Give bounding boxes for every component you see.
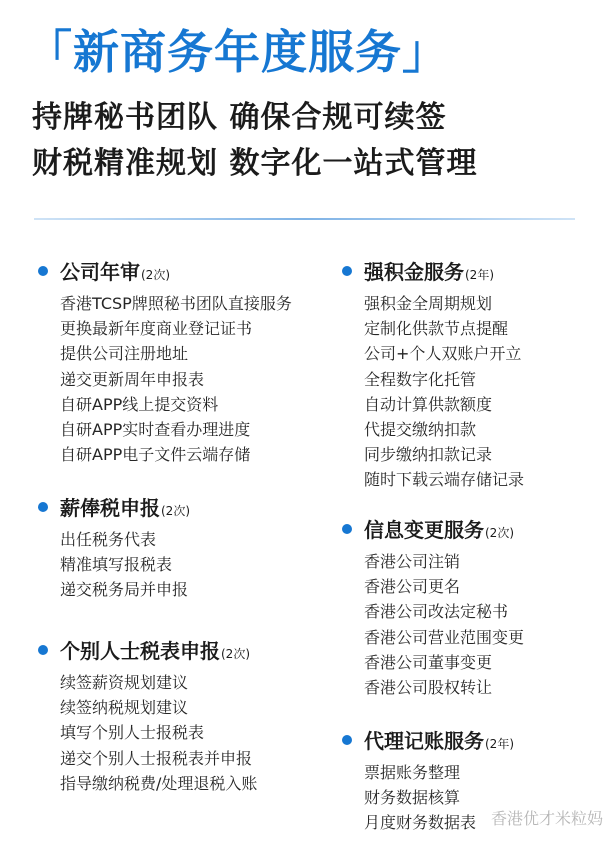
section-header (342, 514, 524, 543)
section-title: 强积金服务 (364, 260, 464, 284)
list-item: 更换最新年度商业登记证书 (60, 319, 253, 339)
section-bookkeeping (342, 725, 514, 836)
tagline-line-2: 财税精准规划 数字化一站式管理 (32, 146, 478, 181)
section-annual-review (38, 256, 292, 467)
list-item: 自研APP电子文件云端存储 (60, 445, 251, 465)
section-header (38, 635, 257, 664)
section-info-change (342, 514, 524, 700)
section-salary-tax (38, 492, 190, 603)
bullet-dot-icon (342, 735, 352, 745)
list-item: 提供公司注册地址 (60, 344, 189, 364)
list-item: 指导缴纳税费/处理退税入账 (60, 773, 258, 793)
bullet-dot-icon (38, 502, 48, 512)
section-note: (2次) (161, 504, 190, 518)
service-list (38, 291, 292, 467)
list-item: 递交个别人士报税表并申报 (60, 748, 253, 768)
section-note: (2次) (485, 526, 514, 540)
bullet-dot-icon (38, 645, 48, 655)
list-item: 精准填写报税表 (60, 555, 173, 575)
section-header (342, 256, 524, 285)
bullet-dot-icon (38, 266, 48, 276)
service-list (342, 291, 524, 493)
section-title: 个别人士税表申报 (60, 639, 220, 663)
bullet-dot-icon (342, 266, 352, 276)
list-item: 香港公司改法定秘书 (364, 602, 509, 622)
list-item: 填写个别人士报税表 (60, 723, 205, 743)
list-item: 代提交缴纳扣款 (364, 420, 477, 440)
list-item: 公司+个人双账户开立 (364, 344, 522, 364)
list-item: 随时下载云端存储记录 (364, 470, 525, 490)
list-item: 自动计算供款额度 (364, 394, 493, 414)
section-title: 薪俸税申报 (60, 496, 160, 520)
list-item: 定制化供款节点提醒 (364, 319, 509, 339)
section-note: (2年) (465, 268, 494, 282)
service-list (38, 670, 257, 796)
section-title: 代理记账服务 (364, 729, 484, 753)
tagline-line-1: 持牌秘书团队 确保合规可续签 (32, 100, 447, 135)
section-note: (2次) (141, 268, 170, 282)
section-note: (2年) (485, 737, 514, 751)
bullet-dot-icon (342, 524, 352, 534)
section-mpf (342, 256, 524, 493)
list-item: 自研APP线上提交资料 (60, 394, 219, 414)
list-item: 递交更新周年申报表 (60, 369, 205, 389)
list-item: 香港公司更名 (364, 577, 461, 597)
section-header (38, 492, 190, 521)
watermark-text: 香港优才米粒妈 (490, 809, 603, 828)
list-item: 票据账务整理 (364, 763, 461, 782)
service-list (342, 760, 514, 836)
list-item: 续签纳税规划建议 (60, 698, 189, 718)
list-item: 全程数字化托管 (364, 369, 477, 389)
list-item: 月度财务数据表 (364, 813, 477, 833)
section-title: 信息变更服务 (364, 518, 484, 542)
list-item: 香港公司营业范围变更 (364, 627, 525, 647)
list-item: 香港公司董事变更 (364, 652, 493, 672)
page-headline: 「新商务年度服务」 (26, 25, 449, 79)
list-item: 香港公司注销 (364, 552, 461, 571)
section-note: (2次) (221, 647, 250, 661)
section-header (342, 725, 514, 754)
list-item: 出任税务代表 (60, 530, 157, 549)
list-item: 强积金全周期规划 (364, 294, 493, 313)
section-individual-tax (38, 635, 257, 796)
list-item: 香港TCSP牌照秘书团队直接服务 (60, 294, 292, 313)
service-list (342, 549, 524, 700)
section-title: 公司年审 (60, 260, 140, 284)
list-item: 递交税务局并申报 (60, 580, 189, 600)
list-item: 财务数据核算 (364, 788, 461, 808)
service-list (38, 527, 190, 603)
list-item: 自研APP实时查看办理进度 (60, 420, 251, 440)
section-header (38, 256, 292, 285)
list-item: 香港公司股权转让 (364, 678, 493, 698)
list-item: 续签薪资规划建议 (60, 673, 189, 692)
divider-line (34, 218, 575, 220)
list-item: 同步缴纳扣款记录 (364, 445, 493, 465)
